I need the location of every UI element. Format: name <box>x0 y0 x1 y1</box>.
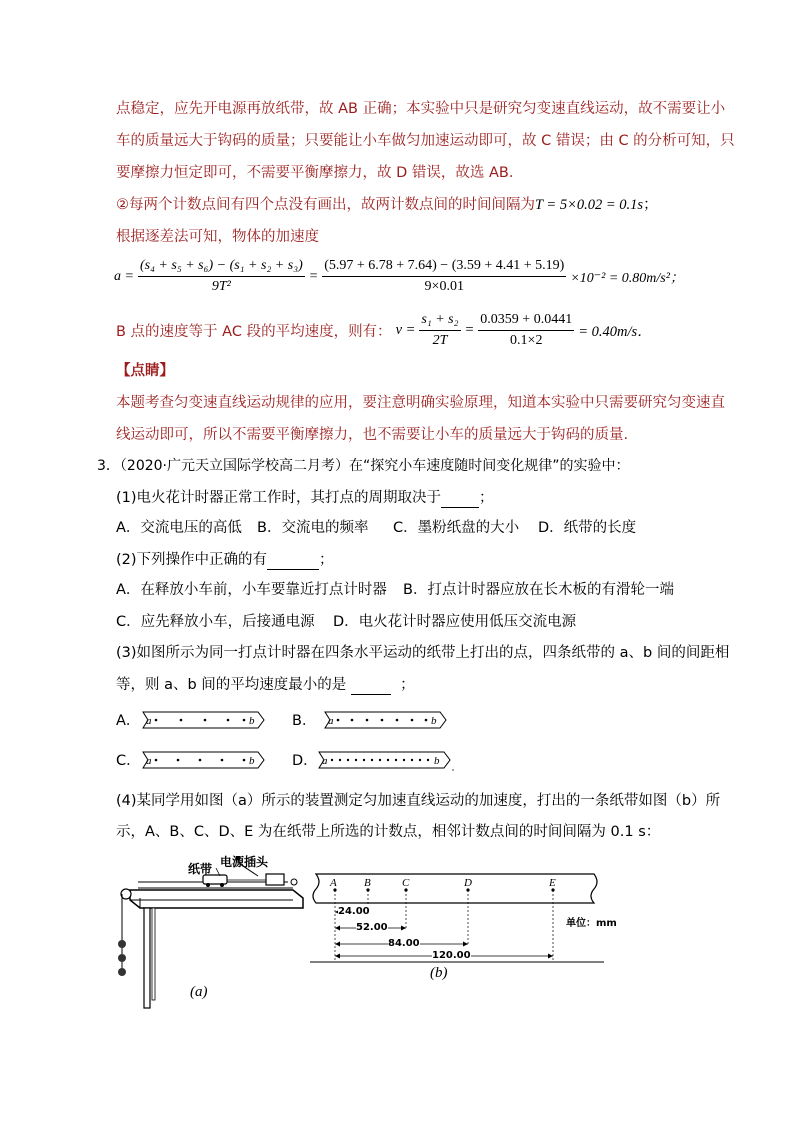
q2-line <box>116 550 334 570</box>
point-c: C <box>402 877 410 889</box>
comment-line-1: 本题考查匀变速直线运动规律的应用，要注意明确实验原理，知道本实验中只需要研究匀变速直 <box>116 395 725 411</box>
accel-fraction-symbolic <box>138 258 305 295</box>
dim-ac: 52.00 <box>356 922 388 933</box>
q4-line-1: (4)某同学用如图（a）所示的装置测定匀加速直线运动的加速度，打出的一条纸带如图（b）所 <box>116 793 721 809</box>
dim-ae: 120.00 <box>432 950 471 961</box>
tape-d-label-a: a <box>322 755 328 767</box>
label-power-plug: 电源插头 <box>220 855 269 869</box>
comment-line-2: 线运动即可，所以不需要平衡摩擦力，也不需要让小车的质量远大于钩码的质量. <box>116 427 629 443</box>
q2-blank <box>267 553 319 570</box>
paper-tape-a <box>140 710 266 730</box>
point-b: B <box>364 877 371 889</box>
accel-num-values: (5.97 + 6.78 + 7.64) − (3.59 + 4.41 + 5.19) <box>322 258 566 277</box>
question-stem: 3．（2020·广元天立国际学校高二月考）在“探究小车速度随时间变化规律”的实验中： <box>97 458 630 474</box>
paper-tape-c <box>140 750 266 770</box>
b-velocity-line <box>116 312 652 349</box>
q2-option-a: A．在释放小车前，小车要靠近打点计时器 <box>116 582 387 598</box>
tape-label-b: B． <box>292 713 317 729</box>
label-paper-tape: 纸带 <box>188 862 213 876</box>
q1-end: ； <box>479 490 494 506</box>
q2-option-d: D．电火花计时器应使用低压交流电源 <box>333 614 577 630</box>
q3-text: 等，则 a、b 间的平均速度最小的是 <box>116 677 347 693</box>
tape-c-label-a: a <box>146 755 152 767</box>
tape-measurement-figure <box>308 872 617 968</box>
tape-c-label-b: b <box>249 755 255 767</box>
accel-den-values: 9×0.01 <box>424 279 464 294</box>
interval-end: ； <box>643 197 658 213</box>
accel-fraction-values <box>322 258 566 295</box>
b-fraction-symbolic <box>419 312 460 349</box>
q1-text: (1)电火花计时器正常工作时，其打点的周期取决于 <box>116 490 442 506</box>
solution-line-2: 车的质量远大于钩码的质量；只要能让小车做匀加速运动即可，故 C 错误；由 C 的分析可知，只 <box>116 133 735 149</box>
q3-end: ； <box>400 677 415 693</box>
point-a: A <box>330 877 337 889</box>
q3-blank <box>351 678 391 695</box>
b-equals: = <box>464 322 475 338</box>
q2-end: ； <box>319 552 334 568</box>
q1-option-d: D．纸带的长度 <box>538 520 637 536</box>
q1-blank <box>441 491 479 508</box>
b-num-values: 0.0359 + 0.0441 <box>478 312 574 331</box>
accel-result: ×10⁻² = 0.80m/s²； <box>570 270 684 286</box>
dim-ad: 84.00 <box>388 938 420 949</box>
unit-label: 单位：mm <box>566 918 617 929</box>
point-e: E <box>549 877 556 889</box>
b-den-symbolic: 2T <box>432 333 448 348</box>
solution-line-1: 点稳定，应先开电源再放纸带，故 AB 正确；本实验中只是研究匀变速直线运动，故不需要让小 <box>116 101 726 117</box>
tape-a-label-b: b <box>249 715 255 727</box>
q1-option-b: B．交流电的频率 <box>257 520 369 536</box>
figure-a-caption: (a) <box>190 984 208 1000</box>
solution-line-3: 要摩擦力恒定即可，不需要平衡摩擦力，故 D 错误，故选 AB． <box>116 165 524 181</box>
paper-tape-d <box>316 750 456 770</box>
q1-option-c: C．墨粉纸盘的大小 <box>393 520 520 536</box>
tape-a-label-a: a <box>146 715 152 727</box>
q1-option-a: A．交流电压的高低 <box>116 520 242 536</box>
q3-line-1: (3)如图所示为同一打点计时器在四条水平运动的纸带上打出的点，四条纸带的 a、b 间的间距相 <box>116 645 730 661</box>
b-velocity-text: B 点的速度等于 AC 段的平均速度，则有： <box>116 324 392 340</box>
tape-label-a: A． <box>116 713 141 729</box>
accel-equals: = <box>308 268 319 284</box>
q1-line <box>116 488 494 508</box>
q2-option-b: B．打点计时器应放在长木板的有滑轮一端 <box>403 582 674 598</box>
b-lhs: v = <box>395 322 416 338</box>
accel-lhs: a = <box>114 268 134 284</box>
q2-option-c: C．应先释放小车，后接通电源 <box>116 614 315 630</box>
paper-tape-b <box>322 710 448 730</box>
tape-label-d: D． <box>292 753 318 769</box>
q4-line-2: 示，A、B、C、D、E 为在纸带上所选的计数点，相邻计数点间的时间间隔为 0.1 s： <box>116 824 661 840</box>
q2-text: (2)下列操作中正确的有 <box>116 552 268 568</box>
b-result: = 0.40m/s． <box>578 324 652 340</box>
interval-formula: T = 5×0.02 = 0.1s <box>535 197 644 213</box>
solution-line-5: 根据逐差法可知，物体的加速度 <box>116 229 319 245</box>
b-fraction-values <box>478 312 574 349</box>
solution-line-4 <box>116 195 658 215</box>
point-d: D <box>464 877 472 889</box>
apparatus-figure <box>108 852 308 1012</box>
interval-text: ②每两个计数点间有四个点没有画出，故两计数点间的时间间隔为 <box>116 197 535 213</box>
accel-num-symbolic: (s₄ + s₅ + s₆) − (s₁ + s₂ + s₃) <box>138 258 305 277</box>
tape-b-label-a: a <box>328 715 334 727</box>
figure-b-caption: (b) <box>430 965 448 981</box>
dim-ab: 24.00 <box>338 906 370 917</box>
b-num-symbolic: s₁ + s₂ <box>419 312 460 331</box>
b-den-values: 0.1×2 <box>510 333 543 348</box>
tape-label-c: C． <box>116 753 141 769</box>
tape-b-label-b: b <box>431 715 437 727</box>
comment-heading: 【点睛】 <box>116 363 174 379</box>
tape-d-label-b: b <box>434 755 440 767</box>
acceleration-formula <box>114 258 684 295</box>
q3-line-2 <box>116 675 415 695</box>
accel-den-symbolic: 9T² <box>211 279 231 294</box>
